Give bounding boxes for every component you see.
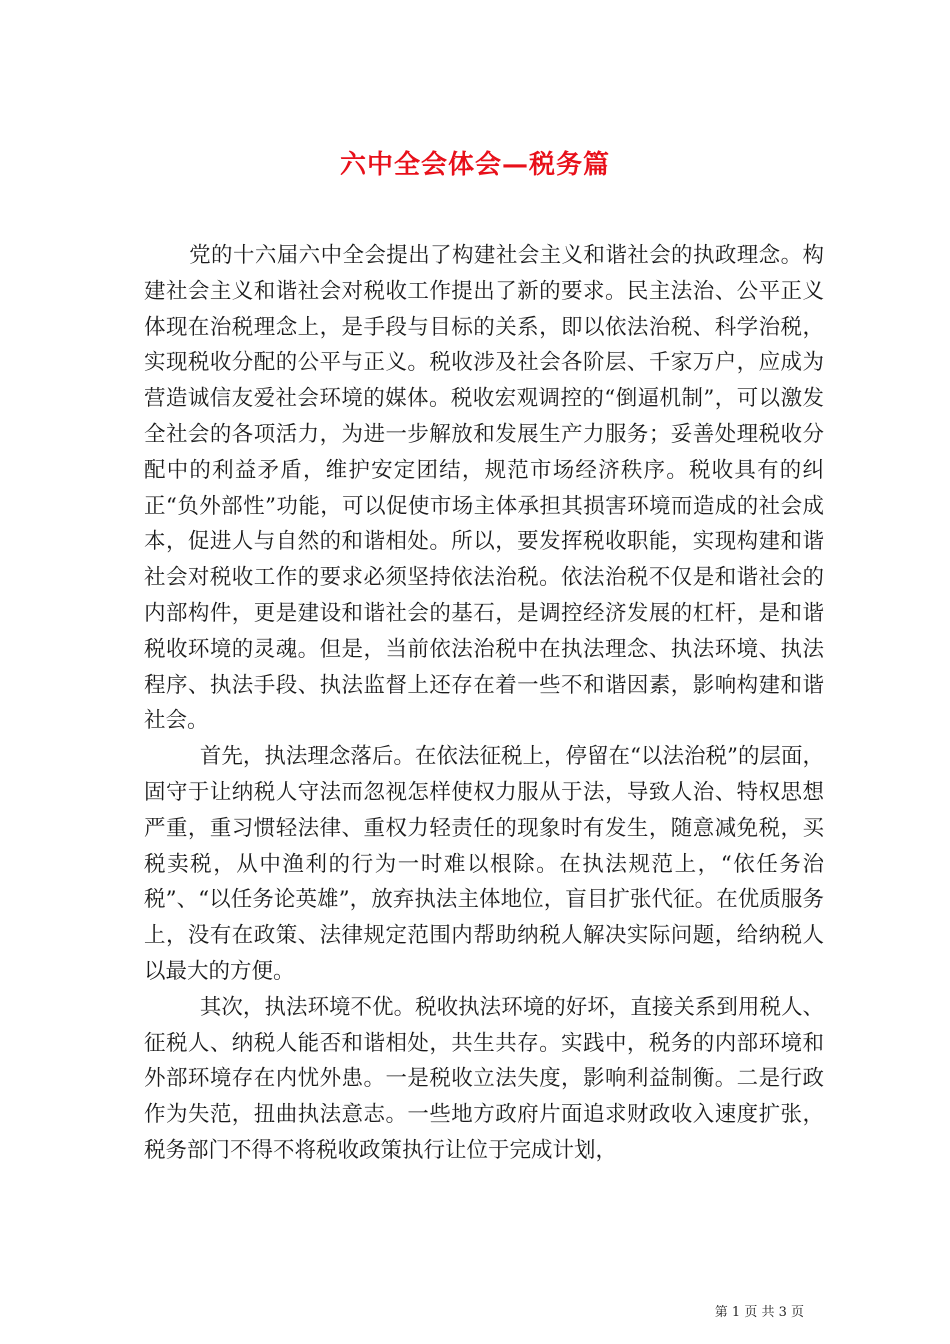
paragraph-intro: 党的十六届六中全会提出了构建社会主义和谐社会的执政理念。构建社会主义和谐社会对税收工作提出了新的要求。民主法治、公平正义体现在治税理念上，是手段与目标的关系，即以依法治税、科学治税，实现税收分配的公平与正义。税收涉及社会各阶层、千家万户，应成为营造诚信友爱社会环境的媒体。税收宏观调控的“倒逼机制”，可以激发全社会的各项活力，为进一步解放和发展生产力服务；妥善处理税收分配中的利益矛盾，维护安定团结，规范市场经济秩序。税收具有的纠正“负外部性”功能，可以促使市场主体承担其损害环境而造成的社会成本，促进人与自然的和谐相处。所以，要发挥税收职能，实现构建和谐社会对税收工作的要求必须坚持依法治税。依法治税不仅是和谐社会的内部构件，更是建设和谐社会的基石，是调控经济发展的杠杆，是和谐税收环境的灵魂。但是，当前依法治税中在执法理念、执法环境、执法程序、执法手段、执法监督上还存在着一些不和谐因素，影响构建和谐社会。 [144,243,824,734]
paragraph-second-point: 其次，执法环境不优。税收执法环境的好坏，直接关系到用税人、征税人、纳税人能否和谐相处，共生共存。实践中，税务的内部环境和外部环境存在内忧外患。一是税收立法失度，影响利益制衡。二是行政作为失范，扭曲执法意志。一些地方政府片面追求财政收入速度扩张，税务部门不得不将税收政策执行让位于完成计划， [144,994,824,1163]
document-title: 六中全会体会—税务篇 [339,150,610,181]
page-number: 第 1 页 共 3 页 [714,1305,804,1320]
paragraph-first-point: 首先，执法理念落后。在依法征税上，停留在“以法治税”的层面，固守于让纳税人守法而忽视怎样使权力服从于法，导致人治、特权思想严重，重习惯轻法律、重权力轻责任的现象时有发生，随意减免税，买税卖税，从中渔利的行为一时难以根除。在执法规范上，“依任务治税”、“以任务论英雄”，放弃执法主体地位，盲目扩张代征。在优质服务上，没有在政策、法律规定范围内帮助纳税人解决实际问题，给纳税人以最大的方便。 [144,744,824,984]
document-body [144,238,824,1169]
